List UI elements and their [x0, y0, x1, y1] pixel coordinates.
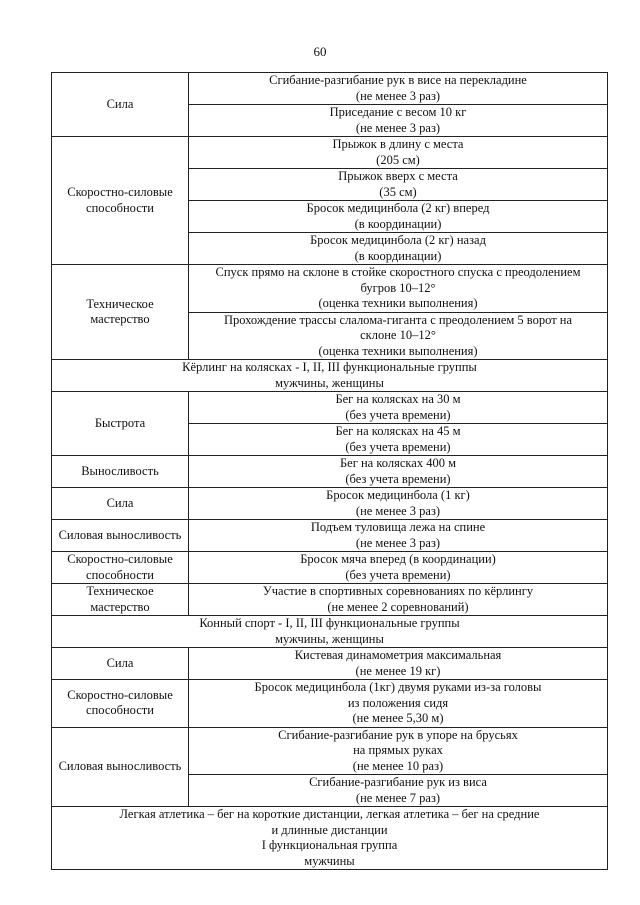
test-indicator [189, 520, 608, 552]
indicator-line: Участие в спортивных соревнованиях по кёрлингу [262, 584, 534, 598]
indicator-line: Бег на колясках на 30 м [335, 392, 461, 406]
quality-category: Силовая выносливость [52, 727, 189, 807]
indicator-line: (не менее 2 соревнований) [327, 599, 469, 614]
indicator-line: Бег на колясках 400 м [340, 456, 456, 470]
indicator-line: Приседание с весом 10 кг [329, 105, 467, 119]
indicator-line: (205 см) [376, 152, 420, 167]
indicator-line: Бег на колясках на 45 м [335, 424, 461, 438]
section-heading-line: мужчины [304, 853, 355, 868]
test-indicator [189, 775, 608, 807]
indicator-line: Сгибание-разгибание рук в висе на перекладине [269, 73, 527, 87]
indicator-line: (без учета времени) [345, 567, 451, 582]
page-number: 60 [313, 44, 327, 59]
table-row [52, 137, 608, 169]
indicator-line: (не менее 3 раз) [355, 120, 441, 135]
quality-category: Скоростно-силовые способности [52, 137, 189, 265]
section-row [52, 360, 608, 392]
section-heading-line: и длинные дистанции [271, 822, 388, 837]
table-row [52, 392, 608, 424]
indicator-line: (в координации) [354, 216, 442, 231]
indicator-line: Бросок медицинбола (1 кг) [326, 488, 470, 502]
test-indicator [189, 73, 608, 105]
indicator-line: (в координации) [354, 248, 442, 263]
table-row [52, 552, 608, 584]
indicator-line: Бросок медицинбола (1кг) двумя руками из-за головы [254, 680, 542, 694]
section-heading-line: Кёрлинг на колясках - I, II, III функциональные группы [182, 360, 477, 374]
indicator-line: бугров 10–12° [360, 280, 436, 295]
indicator-line: Сгибание-разгибание рук в упоре на брусьях [278, 727, 518, 742]
quality-category: Сила [52, 488, 189, 520]
indicator-line: (без учета времени) [345, 439, 451, 454]
quality-category: Силовая выносливость [52, 520, 189, 552]
indicator-line: (не менее 19 кг) [355, 663, 441, 678]
indicator-line: Прыжок в длину с места [332, 137, 464, 151]
indicator-line: Бросок мяча вперед (в координации) [300, 552, 496, 566]
indicator-line: Прохождение трассы слалома-гиганта с преодолением 5 ворот на [223, 312, 573, 327]
test-indicator [189, 456, 608, 488]
test-indicator [189, 312, 608, 360]
test-indicator [189, 265, 608, 313]
table-row [52, 265, 608, 313]
indicator-line: Бросок медицинбола (2 кг) назад [310, 233, 486, 247]
test-indicator [189, 137, 608, 169]
indicator-line: (не менее 5,30 м) [352, 711, 444, 725]
test-indicator [189, 552, 608, 584]
test-indicator [189, 727, 608, 775]
test-indicator [189, 169, 608, 201]
quality-category: Быстрота [52, 392, 189, 456]
test-indicator [189, 201, 608, 233]
table-row [52, 488, 608, 520]
section-heading [52, 616, 608, 648]
indicator-line: склоне 10–12° [360, 328, 436, 342]
quality-category: Выносливость [52, 456, 189, 488]
indicator-line: (не менее 7 раз) [355, 790, 441, 805]
table-row [52, 727, 608, 775]
quality-category: Техническое мастерство [52, 584, 189, 616]
quality-category: Сила [52, 648, 189, 680]
test-indicator [189, 233, 608, 265]
test-indicator [189, 105, 608, 137]
section-heading-line: мужчины, женщины [275, 375, 384, 390]
section-heading-line: Конный спорт - I, II, III функциональные группы [199, 616, 460, 630]
section-heading-line: Легкая атлетика – бег на короткие дистанции, легкая атлетика – бег на средние [119, 807, 540, 821]
table-row [52, 456, 608, 488]
section-row [52, 616, 608, 648]
test-indicator [189, 584, 608, 616]
table-row [52, 73, 608, 105]
indicator-line: (оценка техники выполнения) [318, 343, 478, 358]
test-indicator [189, 680, 608, 728]
quality-category: Скоростно-силовые способности [52, 680, 189, 728]
indicator-line: (не менее 3 раз) [355, 88, 441, 103]
test-indicator [189, 488, 608, 520]
indicator-line: Бросок медицинбола (2 кг) вперед [306, 201, 490, 215]
section-row [52, 807, 608, 870]
table-row [52, 648, 608, 680]
table-row [52, 520, 608, 552]
section-heading-line: мужчины, женщины [275, 631, 384, 646]
indicator-line: Кистевая динамометрия максимальная [294, 648, 502, 662]
table-row [52, 680, 608, 728]
indicator-line: Сгибание-разгибание рук из виса [309, 775, 487, 789]
standards-table [51, 72, 608, 870]
indicator-line: (не менее 3 раз) [355, 503, 441, 518]
test-indicator [189, 424, 608, 456]
section-heading [52, 360, 608, 392]
quality-category: Скоростно-силовые способности [52, 552, 189, 584]
indicator-line: из положения сидя [347, 695, 449, 710]
indicator-line: (35 см) [379, 184, 417, 199]
test-indicator [189, 648, 608, 680]
indicator-line: (оценка техники выполнения) [318, 296, 478, 310]
indicator-line: Спуск прямо на склоне в стойке скоростного спуска с преодолением [215, 265, 581, 279]
indicator-line: (без учета времени) [345, 407, 451, 422]
quality-category: Сила [52, 73, 189, 137]
table-row [52, 584, 608, 616]
indicator-line: (не менее 10 раз) [352, 758, 444, 773]
indicator-line: Прыжок вверх с места [338, 169, 458, 183]
quality-category: Техническое мастерство [52, 265, 189, 360]
indicator-line: (без учета времени) [345, 471, 451, 486]
indicator-line: Подъем туловища лежа на спине [310, 520, 486, 534]
test-indicator [189, 392, 608, 424]
indicator-line: на прямых руках [353, 743, 443, 757]
indicator-line: (не менее 3 раз) [355, 535, 441, 550]
section-heading-line: I функциональная группа [261, 838, 398, 852]
section-heading [52, 807, 608, 870]
